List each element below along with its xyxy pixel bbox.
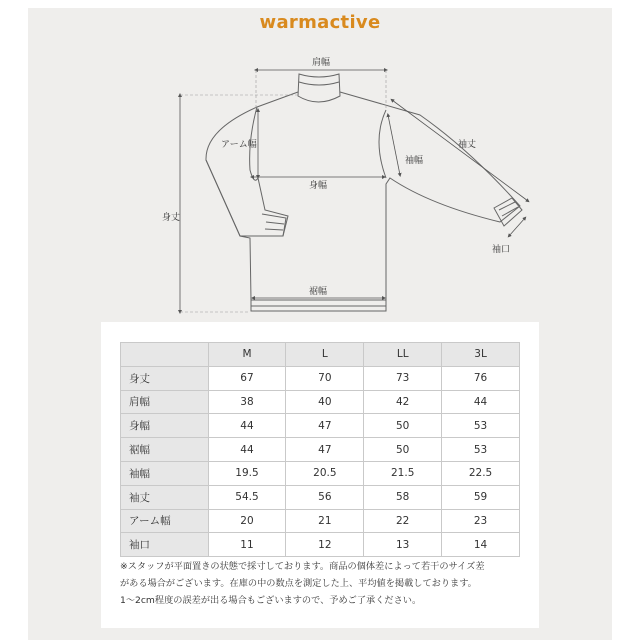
table-header-cell: M [208, 343, 286, 367]
table-row [121, 461, 520, 485]
table-cell: 70 [286, 366, 364, 390]
table-cell: 14 [442, 533, 520, 557]
table-cell: 20.5 [286, 461, 364, 485]
table-cell: 22.5 [442, 461, 520, 485]
label-body-length: 身丈 [162, 213, 181, 223]
table-cell: 44 [442, 390, 520, 414]
table-row [121, 485, 520, 509]
note-line: 1〜2cm程度の誤差が出る場合もございますので、予めご了承ください。 [120, 595, 422, 606]
table-header-cell: 3L [442, 343, 520, 367]
table-cell: 54.5 [208, 485, 286, 509]
row-label: 袖幅 [121, 461, 209, 485]
table-cell: 47 [286, 414, 364, 438]
body-width-measure [252, 177, 384, 191]
table-row [121, 533, 520, 557]
label-sleeve-width: 袖幅 [405, 156, 424, 166]
size-chart-card [101, 322, 539, 628]
table-row [121, 509, 520, 533]
table-row [121, 438, 520, 462]
table-cell: 59 [442, 485, 520, 509]
table-cell: 50 [364, 414, 442, 438]
table-cell: 13 [364, 533, 442, 557]
label-hem-width: 裾幅 [308, 287, 328, 297]
row-label: 身丈 [121, 366, 209, 390]
table-cell: 50 [364, 438, 442, 462]
label-sleeve-length: 袖丈 [458, 140, 477, 150]
sleeve-length-measure [392, 100, 528, 201]
note-line: ※スタッフが平面置きの状態で採寸しております。商品の個体差によって若干のサイズ差 [120, 561, 485, 572]
table-cell: 67 [208, 366, 286, 390]
table-header-cell: L [286, 343, 364, 367]
note-line: がある場合がございます。在庫の中の数点を測定した上、平均値を掲載しております。 [120, 578, 477, 589]
table-cell: 21.5 [364, 461, 442, 485]
table-row [121, 414, 520, 438]
table-cell: 21 [286, 509, 364, 533]
label-arm-width: アーム幅 [221, 140, 257, 150]
sweater-outline [206, 74, 522, 311]
table-row [121, 390, 520, 414]
label-cuff: 袖口 [492, 245, 511, 255]
hem-width-measure [253, 285, 384, 298]
table-cell: 73 [364, 366, 442, 390]
table-cell: 38 [208, 390, 286, 414]
table-cell: 19.5 [208, 461, 286, 485]
table-cell: 56 [286, 485, 364, 509]
cuff-measure [492, 218, 525, 255]
sleeve-width-measure [388, 115, 423, 175]
row-label: 袖口 [121, 533, 209, 557]
table-row [121, 366, 520, 390]
body-length-measure [162, 95, 298, 312]
row-label: 裾幅 [121, 438, 209, 462]
label-shoulder-width: 肩幅 [311, 58, 331, 68]
table-cell: 42 [364, 390, 442, 414]
table-cell: 44 [208, 438, 286, 462]
table-cell: 53 [442, 438, 520, 462]
table-header-cell [121, 343, 209, 367]
row-label: アーム幅 [121, 509, 209, 533]
table-cell: 53 [442, 414, 520, 438]
table-cell: 23 [442, 509, 520, 533]
row-label: 身幅 [121, 414, 209, 438]
table-cell: 44 [208, 414, 286, 438]
table-cell: 11 [208, 533, 286, 557]
table-header-row [121, 343, 520, 367]
table-cell: 40 [286, 390, 364, 414]
table-cell: 20 [208, 509, 286, 533]
arm-width-measure [221, 110, 258, 177]
label-body-width: 身幅 [308, 181, 328, 191]
size-table [120, 342, 520, 557]
table-header-cell: LL [364, 343, 442, 367]
table-cell: 58 [364, 485, 442, 509]
row-label: 肩幅 [121, 390, 209, 414]
measurement-note [120, 558, 530, 609]
table-cell: 22 [364, 509, 442, 533]
brand-logo: warmactive [259, 12, 381, 33]
table-cell: 76 [442, 366, 520, 390]
table-cell: 47 [286, 438, 364, 462]
row-label: 袖丈 [121, 485, 209, 509]
table-cell: 12 [286, 533, 364, 557]
